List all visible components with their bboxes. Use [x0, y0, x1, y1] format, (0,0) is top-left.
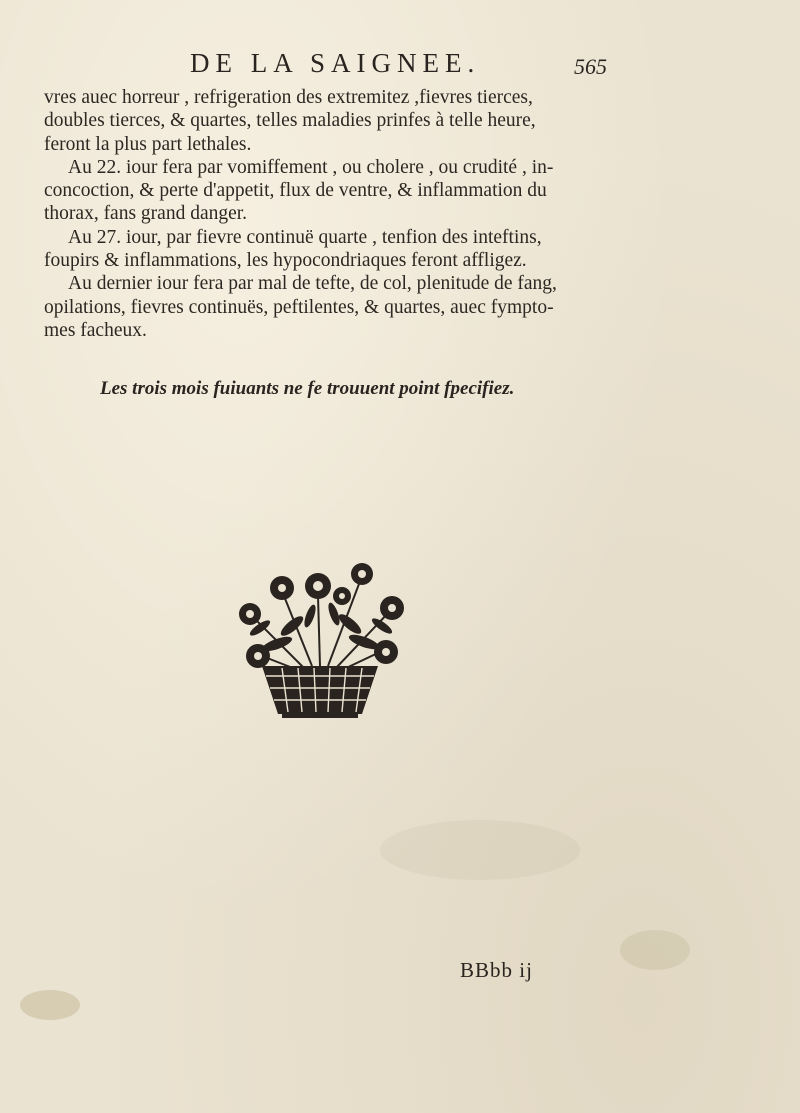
- text-line: Au 22. iour fera par vomiffement , ou cholere , ou crudité , in-: [68, 156, 554, 178]
- text-line: Au dernier iour fera par mal de tefte, de col, plenitude de fang,: [68, 273, 557, 295]
- text-line: doubles tierces, & quartes, telles maladies prinfes à telle heure,: [44, 110, 536, 132]
- paper-stain: [20, 990, 80, 1020]
- text-line: mes facheux.: [44, 319, 147, 341]
- text-line: Au 27. iour, par fievre continuë quarte , tenfion des inteftins,: [68, 226, 542, 248]
- body-text: [44, 86, 624, 342]
- signature-mark: BBbb ij: [460, 958, 533, 982]
- text-line: feront la plus part lethales.: [44, 133, 252, 155]
- italic-note: Les trois mois fuiuants ne fe trouuent point fpecifiez.: [100, 378, 515, 399]
- text-line: concoction, & perte d'appetit, flux de ventre, & inflammation du: [44, 180, 547, 202]
- page-number: 565: [574, 54, 607, 79]
- paper-stain: [620, 930, 690, 970]
- text-line: opilations, fievres continuës, peftilentes, & quartes, auec fympto-: [44, 296, 554, 318]
- paper-stain: [380, 820, 580, 880]
- flower-basket-woodcut-icon: [222, 556, 418, 722]
- text-line: thorax, fans grand danger.: [44, 203, 248, 225]
- running-title: DE LA SAIGNEE.: [190, 48, 481, 78]
- text-line: vres auec horreur , refrigeration des extremitez ,fievres tierces,: [44, 87, 533, 108]
- page-header: [0, 48, 800, 84]
- text-line: foupirs & inflammations, les hypocondriaques feront affligez.: [44, 250, 527, 272]
